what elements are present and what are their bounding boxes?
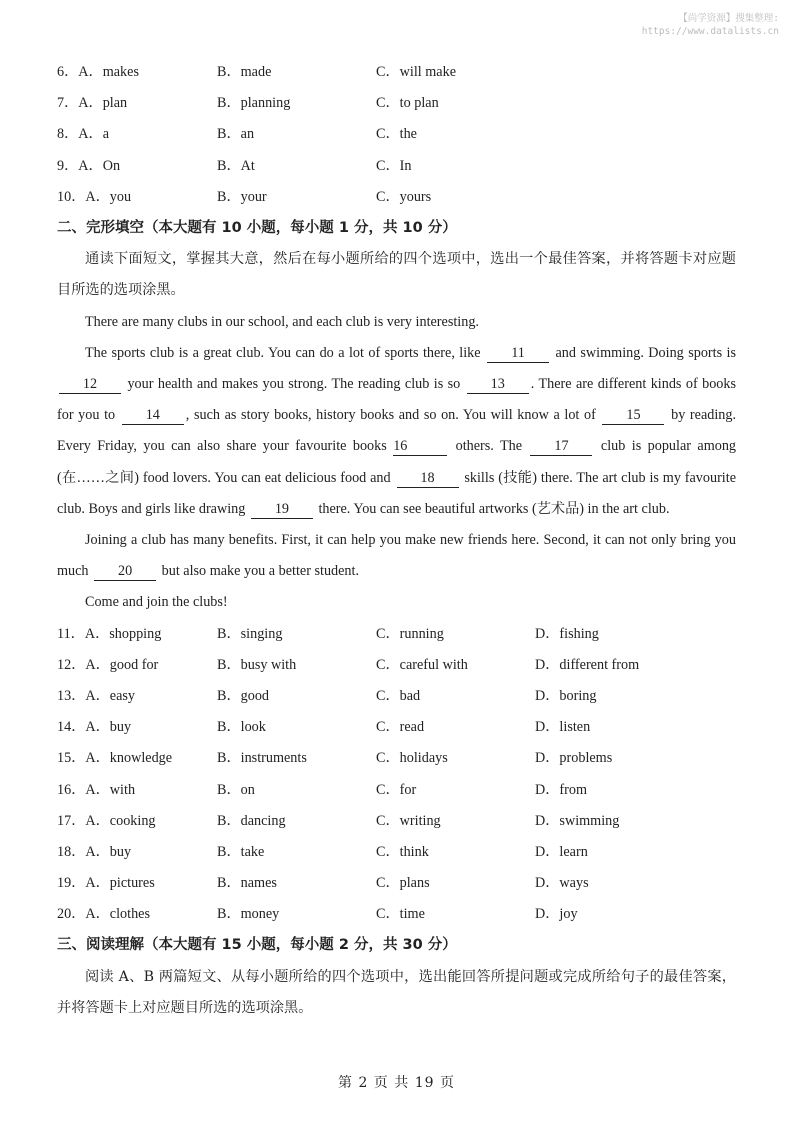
option-a: 6．A．makes [57,64,139,80]
option-c: C．to plan [376,95,439,112]
option-c: C．think [376,843,429,860]
question-20 [57,899,736,930]
option-d: D．joy [535,906,578,923]
passage-text: The sports club is a great club. You can do a lot of sports there, like [85,344,481,361]
option-c: C．will make [376,64,456,80]
option-a: 19．A．pictures [57,875,155,892]
option-d: D．listen [535,719,591,736]
question-8 [57,119,736,150]
option-b: B．dancing [217,812,286,829]
option-b: B．At [217,157,255,174]
option-b: B．busy with [217,656,297,673]
blank-15: 15 [602,407,664,425]
question-6 [57,57,736,88]
passage-text: skills (技能) there. The art club is my favourite club. Boys and girls like drawing [57,469,736,517]
option-b: B．instruments [217,750,307,767]
option-a: 14．A．buy [57,719,132,736]
option-a: 9．A．On [57,157,121,174]
section-3-instruction: 阅读 A、B 两篇短文、从每小题所给的四个选项中，选出能回答所提问题或完成所给句子的最佳答案，并将答题卡上对应题目所选的选项涂黑。 [57,968,736,1016]
passage-text: club is popular among (在……之间) food lovers. You can eat delicious food and [57,438,737,486]
option-b: B．names [217,875,277,892]
option-d: D．different from [535,656,640,673]
option-a: 12．A．good for [57,656,159,673]
page-footer: 第 2 页 共 19 页 [338,1075,455,1091]
option-c: C．for [376,781,417,798]
question-18 [57,837,736,868]
passage-text: Joining a club has many benefits. First, it can help you make new friends here. Second, it can not only bring you much [57,531,736,580]
section-2-heading: 二、完形填空（本大题有 10 小题，每小题 1 分，共 10 分） [57,219,457,236]
option-d: D．ways [535,875,589,892]
option-b: B．take [217,843,265,860]
question-13 [57,681,736,712]
blank-16: 16 [393,438,447,456]
passage-text: others. The [455,438,523,455]
option-c: C．yours [376,188,432,205]
option-b: B．money [217,906,280,923]
question-9 [57,151,736,182]
option-b: B．made [217,64,272,80]
option-c: C．writing [376,812,441,829]
option-a: 18．A．buy [57,843,132,860]
option-a: 20．A．clothes [57,906,150,923]
blank-17: 17 [530,438,592,456]
question-11 [57,619,736,650]
section-3-heading: 三、阅读理解（本大题有 15 小题，每小题 2 分，共 30 分） [57,937,457,954]
question-12 [57,650,736,681]
blank-12: 12 [59,376,121,394]
option-c: C．holidays [376,750,448,767]
watermark-line-1: 【尚学资源】搜集整理: [678,13,779,24]
passage-text: but also make you a better student. [161,563,360,580]
question-16 [57,775,736,806]
question-14 [57,712,736,743]
option-a: 8．A．a [57,126,110,143]
option-a: 13．A．easy [57,687,136,704]
option-a: 7．A．plan [57,95,128,112]
blank-11: 11 [487,345,549,363]
passage-text: . There are different kinds of books for you to [57,375,737,424]
watermark [642,12,779,38]
option-c: C．running [376,625,444,642]
option-a: 10．A．you [57,188,132,205]
question-7 [57,88,736,119]
question-10 [57,182,736,213]
option-a: 11．A．shopping [57,625,162,642]
option-b: B．planning [217,95,291,112]
option-b: B．your [217,188,267,205]
question-19 [57,868,736,899]
question-17 [57,806,736,837]
blank-20: 20 [94,563,156,581]
section-2-instruction: 通读下面短文，掌握其大意，然后在每小题所给的四个选项中，选出一个最佳答案，并将答题卡对应题目所选的选项涂黑。 [57,251,736,299]
option-c: C．bad [376,687,421,704]
passage-text: , such as story books, history books and so on. You will know a lot of [185,407,596,424]
option-d: D．problems [535,750,613,767]
option-b: B．singing [217,625,283,642]
option-d: D．fishing [535,625,599,642]
page-content [57,57,736,1024]
passage-paragraph-3 [57,525,736,587]
question-15 [57,743,736,774]
option-a: 16．A．with [57,781,136,798]
passage-paragraph-1: There are many clubs in our school, and each club is very interesting. [85,313,479,330]
blank-19: 19 [251,501,313,519]
option-c: C．careful with [376,656,468,673]
option-d: D．boring [535,687,597,704]
option-a: 15．A．knowledge [57,750,173,767]
option-b: B．good [217,687,270,704]
passage-paragraph-2 [57,338,736,525]
passage-paragraph-4: Come and join the clubs! [85,594,228,611]
option-c: C．the [376,126,417,143]
passage-text: your health and makes you strong. The reading club is so [127,375,461,392]
passage-text: there. You can see beautiful artworks (艺术品) in the art club. [318,500,670,517]
passage-text: and swimming. Doing sports is [555,344,737,361]
option-c: C．In [376,157,412,174]
option-c: C．read [376,719,425,736]
watermark-line-2: https://www.datalists.cn [641,26,779,37]
passage-text: by reading. Every Friday, you can also share your favourite books [57,407,737,455]
option-b: B．on [217,781,255,798]
option-a: 17．A．cooking [57,812,156,829]
option-d: D．from [535,781,588,798]
blank-18: 18 [397,470,459,488]
option-b: B．look [217,719,266,736]
blank-14: 14 [122,407,184,425]
option-c: C．time [376,906,425,923]
option-c: C．plans [376,875,430,892]
blank-13: 13 [467,376,529,394]
option-d: D．learn [535,843,588,860]
option-b: B．an [217,126,255,143]
option-d: D．swimming [535,812,620,829]
